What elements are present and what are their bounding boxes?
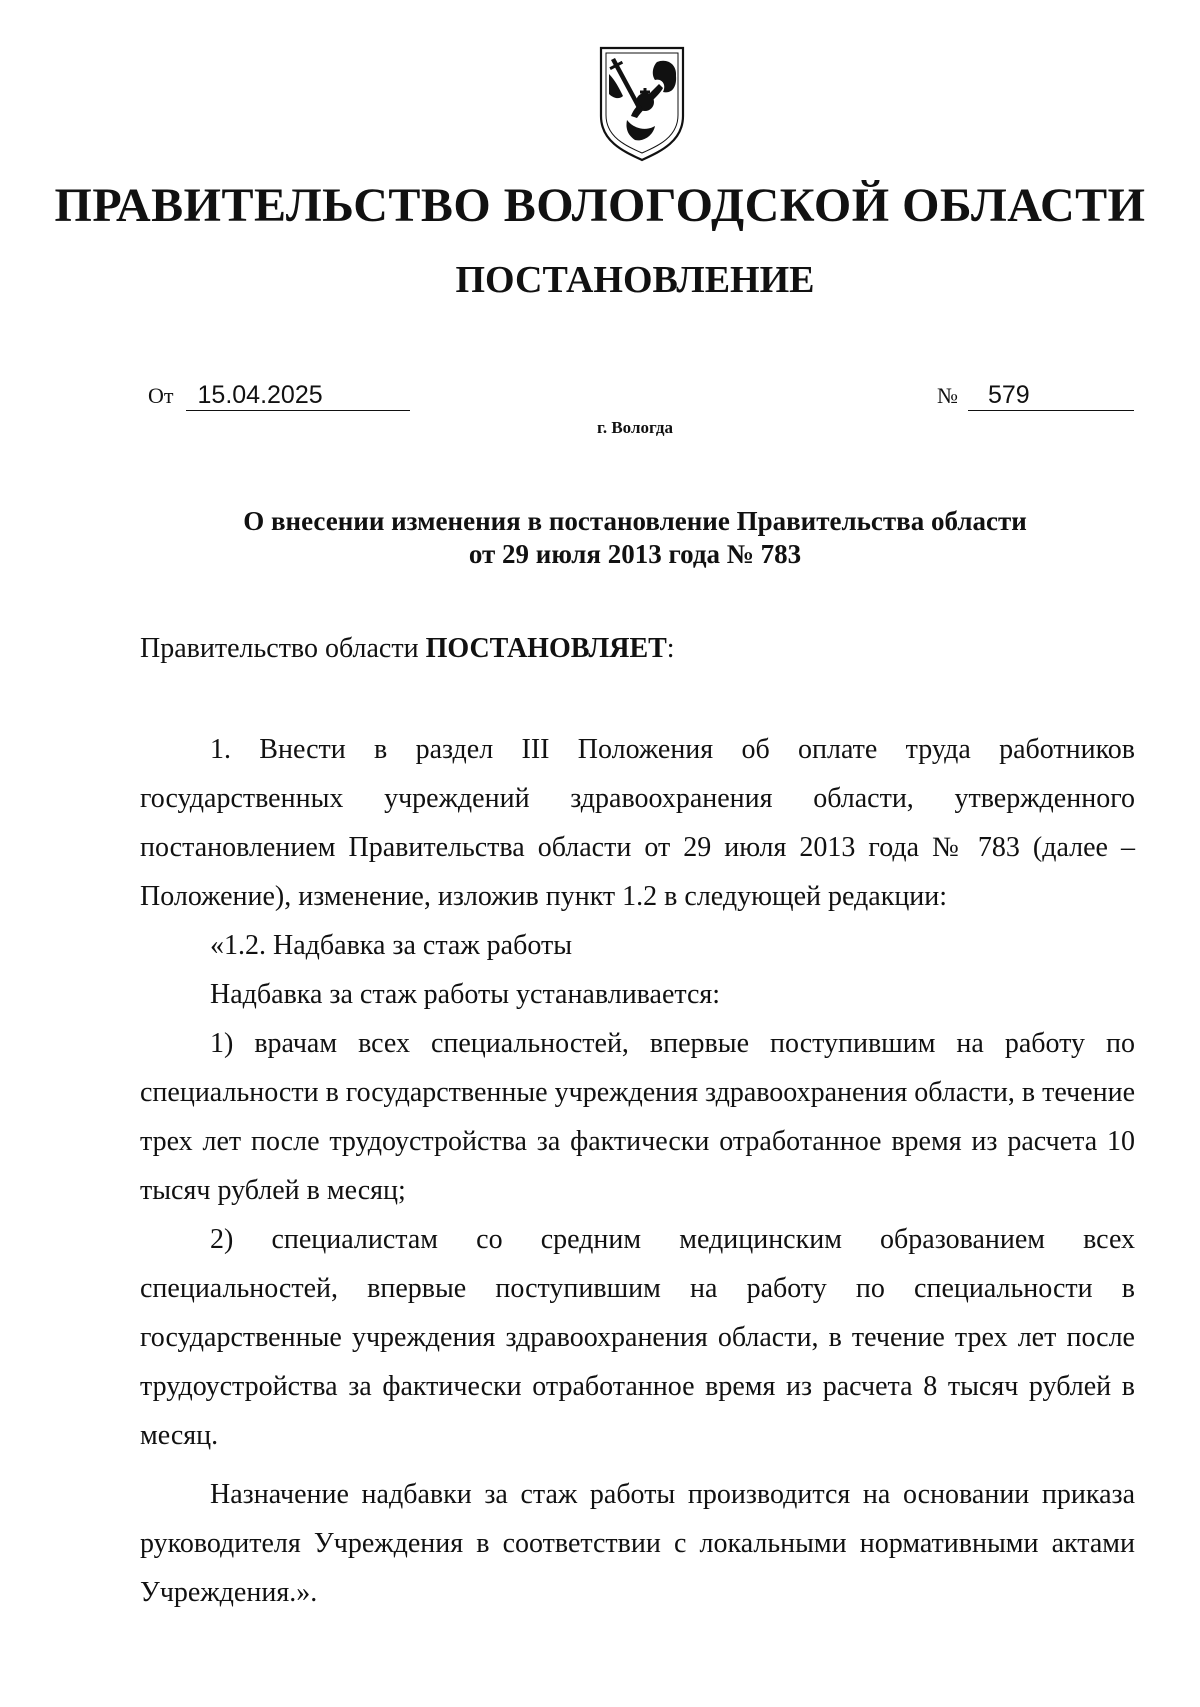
paragraph-1: 1. Внести в раздел III Положения об оплате труда работников государственных учреждений здравоохранения области, утвержденного постановлением Правительства области от 29 июля 2013 года № 783 (далее – Положение), изменение, изложив пункт 1.2 в следующей редакции: <box>140 734 1135 912</box>
subject-line-2: от 29 июля 2013 года № 783 <box>468 539 802 569</box>
date-prefix: От <box>148 383 174 408</box>
subject-line-1: О внесении изменения в постановление Правительства области <box>243 506 1027 536</box>
number-value: 579 <box>968 380 1134 411</box>
coat-of-arms-icon <box>597 44 687 164</box>
document-type-title: ПОСТАНОВЛЕНИЕ <box>455 259 815 301</box>
date-value: 15.04.2025 <box>186 380 410 411</box>
document-subject <box>0 505 1200 571</box>
paragraph-2: «1.2. Надбавка за стаж работы <box>210 930 573 961</box>
paragraph-6: Назначение надбавки за стаж работы производится на основании приказа руководителя Учреждения в соответствии с локальными нормативными актами Учреждения.». <box>140 1479 1135 1608</box>
enactment-keyword: ПОСТАНОВЛЯЕТ <box>425 633 667 664</box>
enactment-suffix: : <box>666 633 675 664</box>
paragraph-3: Надбавка за стаж работы устанавливается: <box>210 979 721 1010</box>
number-prefix: № <box>937 383 958 408</box>
enactment-clause <box>140 633 675 665</box>
paragraph-4: 1) врачам всех специальностей, впервые поступившим на работу по специальности в государственные учреждения здравоохранения области, в течение трех лет после трудоустройства за фактически отработанное время из расчета 10 тысяч рублей в месяц; <box>140 1028 1135 1206</box>
paragraph-5: 2) специалистам со средним медицинским образованием всех специальностей, впервые поступившим на работу по специальности в государственные учреждения здравоохранения области, в течение трех лет после трудоустройства за фактически отработанное время из расчета 8 тысяч рублей в месяц. <box>140 1224 1135 1451</box>
organization-title: ПРАВИТЕЛЬСТВО ВОЛОГОДСКОЙ ОБЛАСТИ <box>54 179 1146 232</box>
document-body <box>140 725 1135 1617</box>
document-date <box>148 380 410 411</box>
enactment-text: Правительство области <box>140 633 426 664</box>
document-number <box>937 380 1134 411</box>
document-city: г. Вологда <box>597 418 673 437</box>
